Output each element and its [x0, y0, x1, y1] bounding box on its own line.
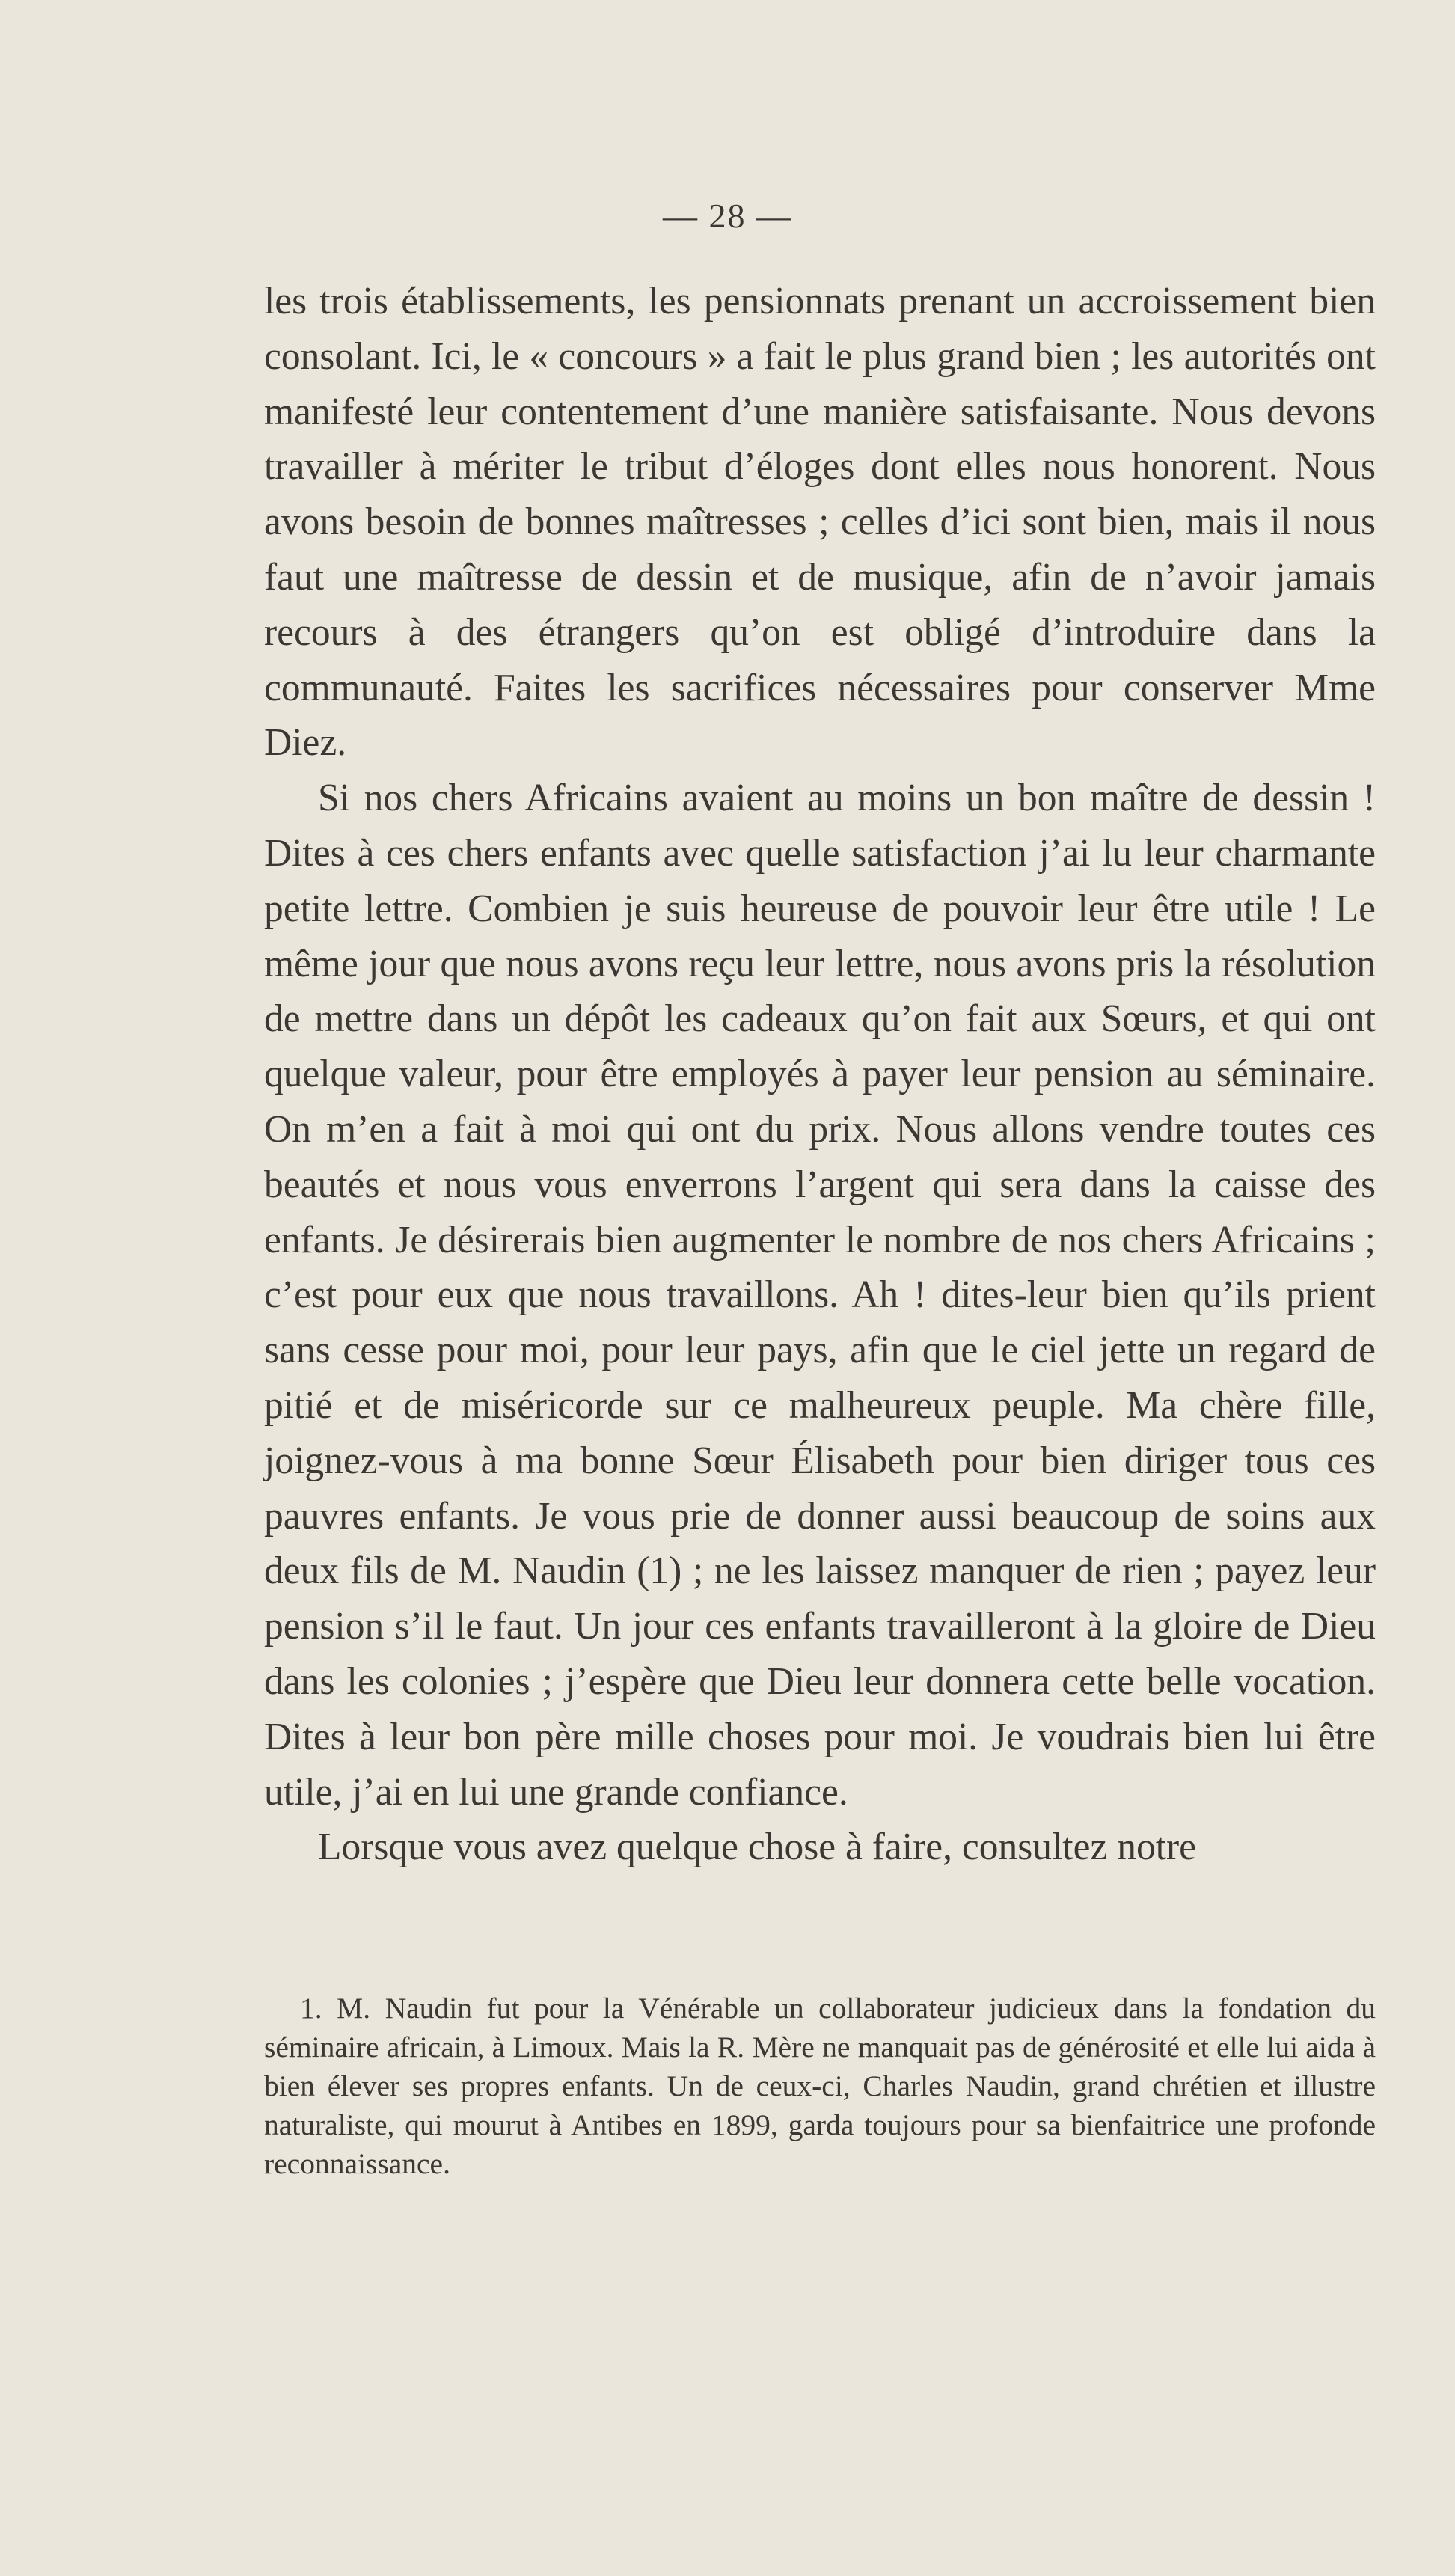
body-text: [264, 274, 1376, 1875]
page-number: — 28 —: [663, 197, 792, 235]
paragraph-3: Lorsque vous avez quelque chose à faire, consultez notre: [318, 1826, 1197, 1869]
footnote: [264, 1989, 1376, 2183]
footnote-text: 1. M. Naudin fut pour la Vénérable un collaborateur judicieux dans la fondation du séminaire africain, à Limoux. Mais la R. Mère ne manquait pas de générosité et elle lui aida à bien élever ses propres enfants. Un de ceux-ci, Charles Naudin, grand chrétien et illustre naturaliste, qui mourut à Antibes en 1899, garda toujours pour sa bienfaitrice une profonde reconnaissance.: [264, 1992, 1376, 2180]
paragraph-2: Si nos chers Africains avaient au moins un bon maître de dessin ! Dites à ces chers enfants avec quelle satisfaction j’ai lu leur charmante petite lettre. Combien je suis heureuse de pouvoir leur être utile ! Le même jour que nous avons reçu leur lettre, nous avons pris la résolution de mettre dans un dépôt les cadeaux qu’on fait aux Sœurs, et qui ont quelque valeur, pour être employés à payer leur pension au séminaire. On m’en a fait à moi qui ont du prix. Nous allons vendre toutes ces beautés et nous vous enverrons l’argent qui sera dans la caisse des enfants. Je désirerais bien augmenter le nombre de nos chers Africains ; c’est pour eux que nous travaillons. Ah ! dites-leur bien qu’ils prient sans cesse pour moi, pour leur pays, afin que le ciel jette un regard de pitié et de miséricorde sur ce malheureux peuple. Ma chère fille, joignez-vous à ma bonne Sœur Élisabeth pour bien diriger tous ces pauvres enfants. Je vous prie de donner aussi beaucoup de soins aux deux fils de M. Naudin (1) ; ne les laissez manquer de rien ; payez leur pension s’il le faut. Un jour ces enfants travailleront à la gloire de Dieu dans les colonies ; j’espère que Dieu leur donnera cette belle vocation. Dites à leur bon père mille choses pour moi. Je voudrais bien lui être utile, j’ai en lui une grande confiance.: [264, 777, 1376, 1814]
paragraph-1: les trois établissements, les pensionnats prenant un accroissement bien consolant. Ici, le « concours » a fait le plus grand bien ; les autorités ont manifesté leur contentement d’une manière satisfaisante. Nous devons travailler à mériter le tribut d’éloges dont elles nous honorent. Nous avons besoin de bonnes maîtresses ; celles d’ici sont bien, mais il nous faut une maîtresse de dessin et de musique, afin de n’avoir jamais recours à des étrangers qu’on est obligé d’introduire dans la communauté. Faites les sacrifices nécessaires pour conserver Mme Diez.: [264, 280, 1376, 765]
